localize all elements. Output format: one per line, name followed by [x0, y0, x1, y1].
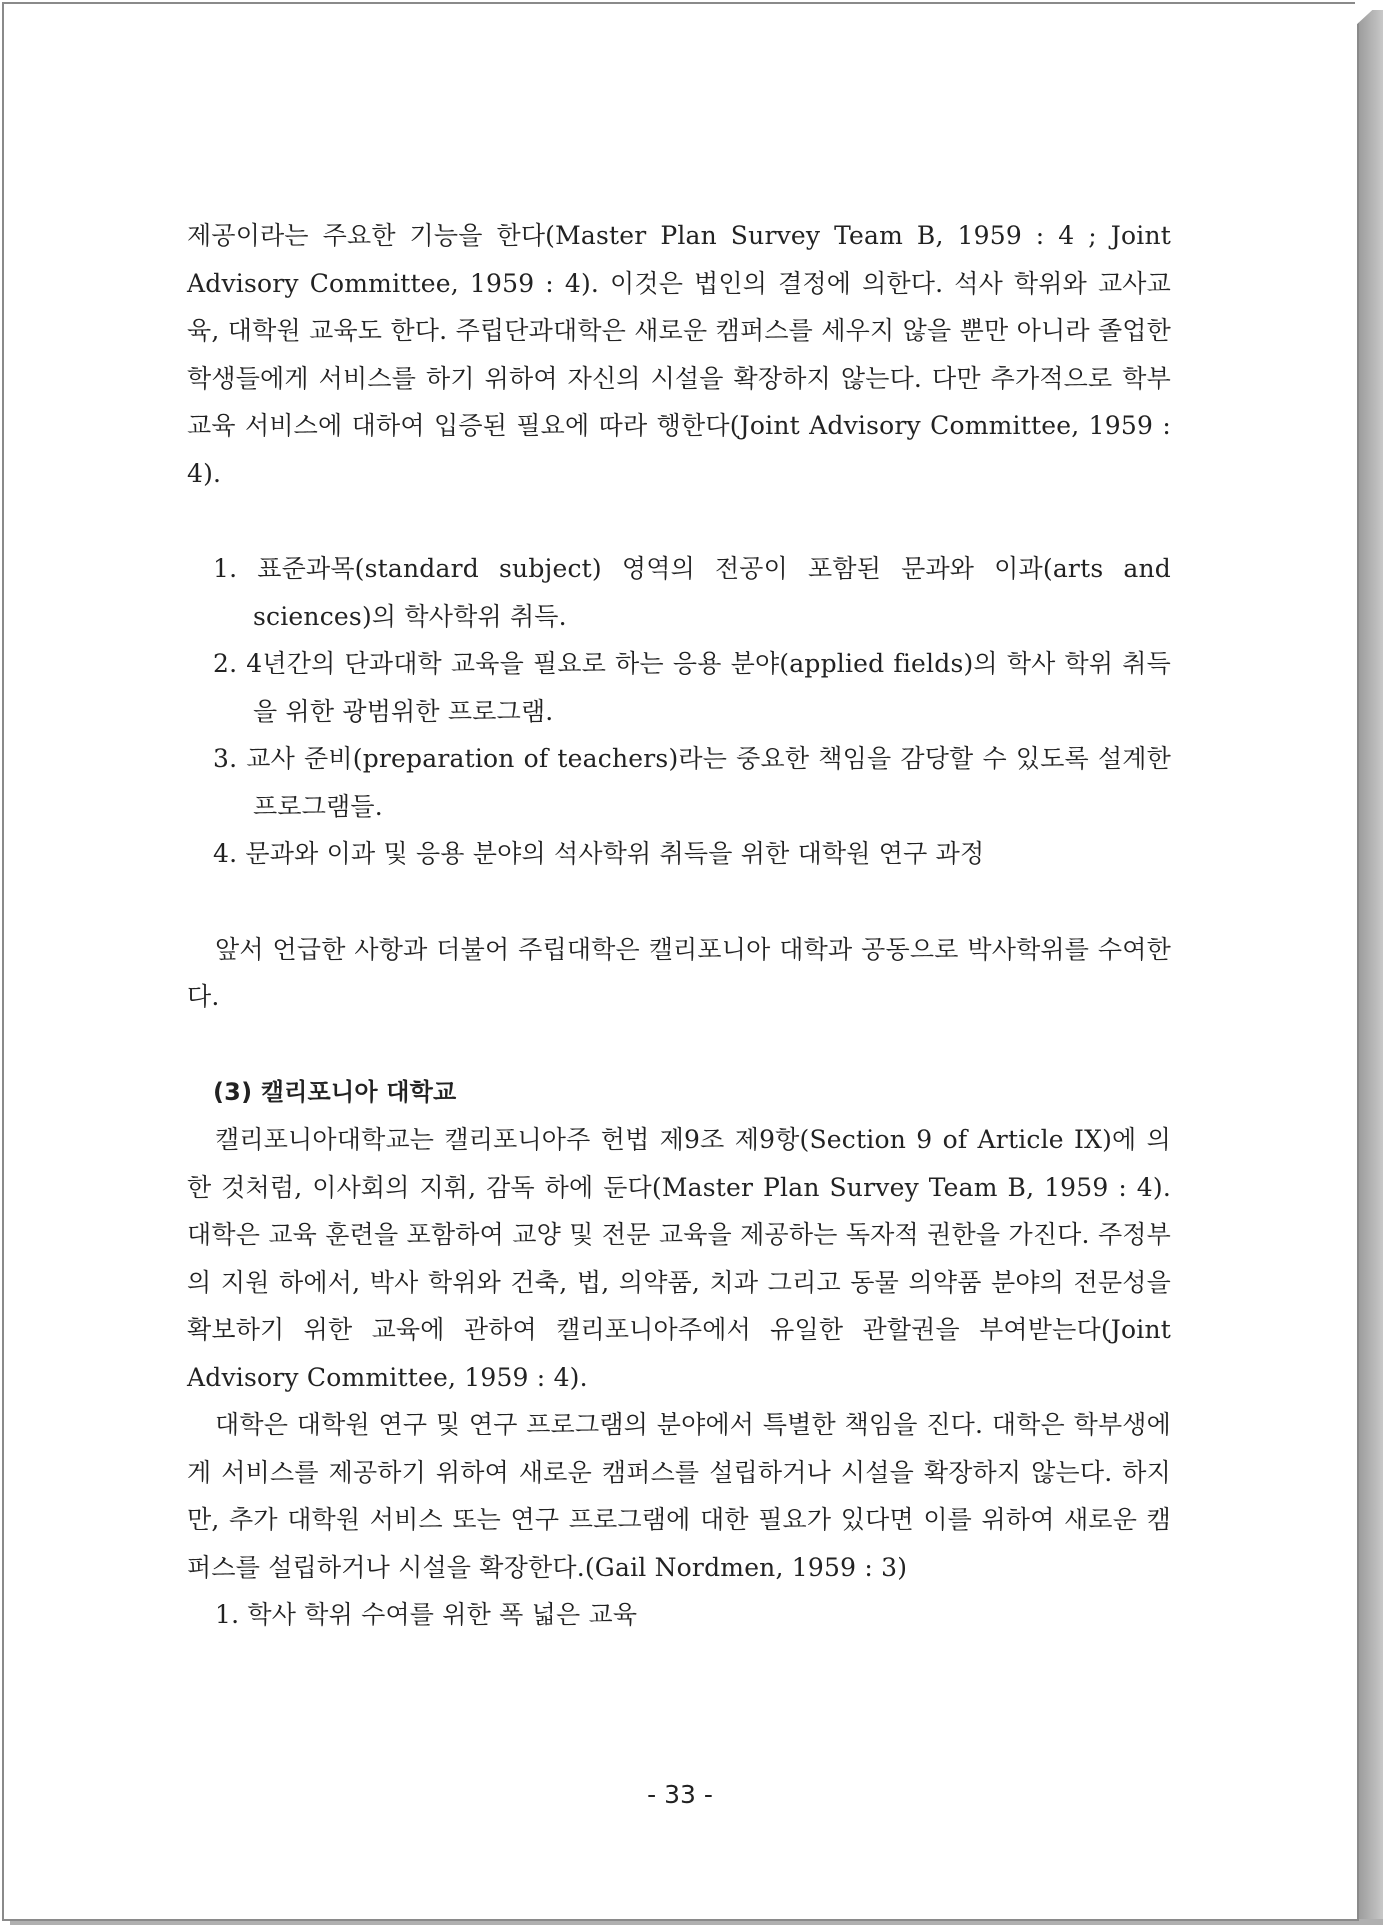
list-item: 2. 4년간의 단과대학 교육을 필요로 하는 응용 분야(applied fields)의 학사 학위 취득을 위한 광범위한 프로그램. [213, 649, 1171, 726]
page-shadow [1359, 10, 1383, 1921]
section-heading: (3) 캘리포니아 대학교 [213, 1077, 457, 1106]
list-item: 1. 표준과목(standard subject) 영역의 전공이 포함된 문과와 이과(arts and sciences)의 학사학위 취득. [213, 554, 1171, 631]
intro-paragraph: 제공이라는 주요한 기능을 한다(Master Plan Survey Team B, 1959 : 4 ; Joint Advisory Committee, 1959 : 4). 이것은 법인의 결정에 의한다. 석사 학위와 교사교육, 대학원 교육도 한다. 주립단과대학은 새로운 캠퍼스를 세우지 않을 뿐만 아니라 졸업한 학생들에게 서비스를 하기 위하여 자신의 시설을 확장하지 않는다. 다만 추가적으로 학부 교육 서비스에 대하여 입증된 필요에 따라 행한다(Joint Advisory Committee, 1959 : 4). [187, 221, 1171, 488]
page-number: - 33 - [647, 1780, 713, 1809]
list-item: 3. 교사 준비(preparation of teachers)라는 중요한 책임을 감당할 수 있도록 설계한 프로그램들. [213, 744, 1171, 821]
list-item: 4. 문과와 이과 및 응용 분야의 석사학위 취득을 위한 대학원 연구 과정 [213, 839, 985, 868]
section-paragraph: 대학은 대학원 연구 및 연구 프로그램의 분야에서 특별한 책임을 진다. 대학은 학부생에게 서비스를 제공하기 위하여 새로운 캠퍼스를 설립하거나 시설을 확장하지 않는다. 하지만, 추가 대학원 서비스 또는 연구 프로그램에 대한 필요가 있다면 이를 위하여 새로운 캠퍼스를 설립하거나 시설을 확장한다.(Gail Nordmen, 1959 : 3) [187, 1410, 1171, 1582]
after-list-paragraph: 앞서 언급한 사항과 더불어 주립대학은 캘리포니아 대학과 공동으로 박사학위를 수여한다. [187, 934, 1171, 1011]
section-paragraph: 캘리포니아대학교는 캘리포니아주 헌법 제9조 제9항(Section 9 of Article IX)에 의한 것처럼, 이사회의 지휘, 감독 하에 둔다(Master Plan Survey Team B, 1959 : 4). 대학은 교육 훈련을 포함하여 교양 및 전문 교육을 제공하는 독자적 권한을 가진다. 주정부의 지원 하에서, 박사 학위와 건축, 법, 의약품, 치과 그리고 동물 의약품 분야의 전문성을 확보하기 위한 교육에 관하여 캘리포니아주에서 유일한 관할권을 부여받는다(Joint Advisory Committee, 1959 : 4). [187, 1125, 1171, 1392]
degree-list [187, 545, 1171, 878]
page-content [187, 212, 1171, 1639]
page-corner-fold [1355, 2, 1381, 26]
section-list-item: 1. 학사 학위 수여를 위한 폭 넓은 교육 [215, 1600, 638, 1629]
